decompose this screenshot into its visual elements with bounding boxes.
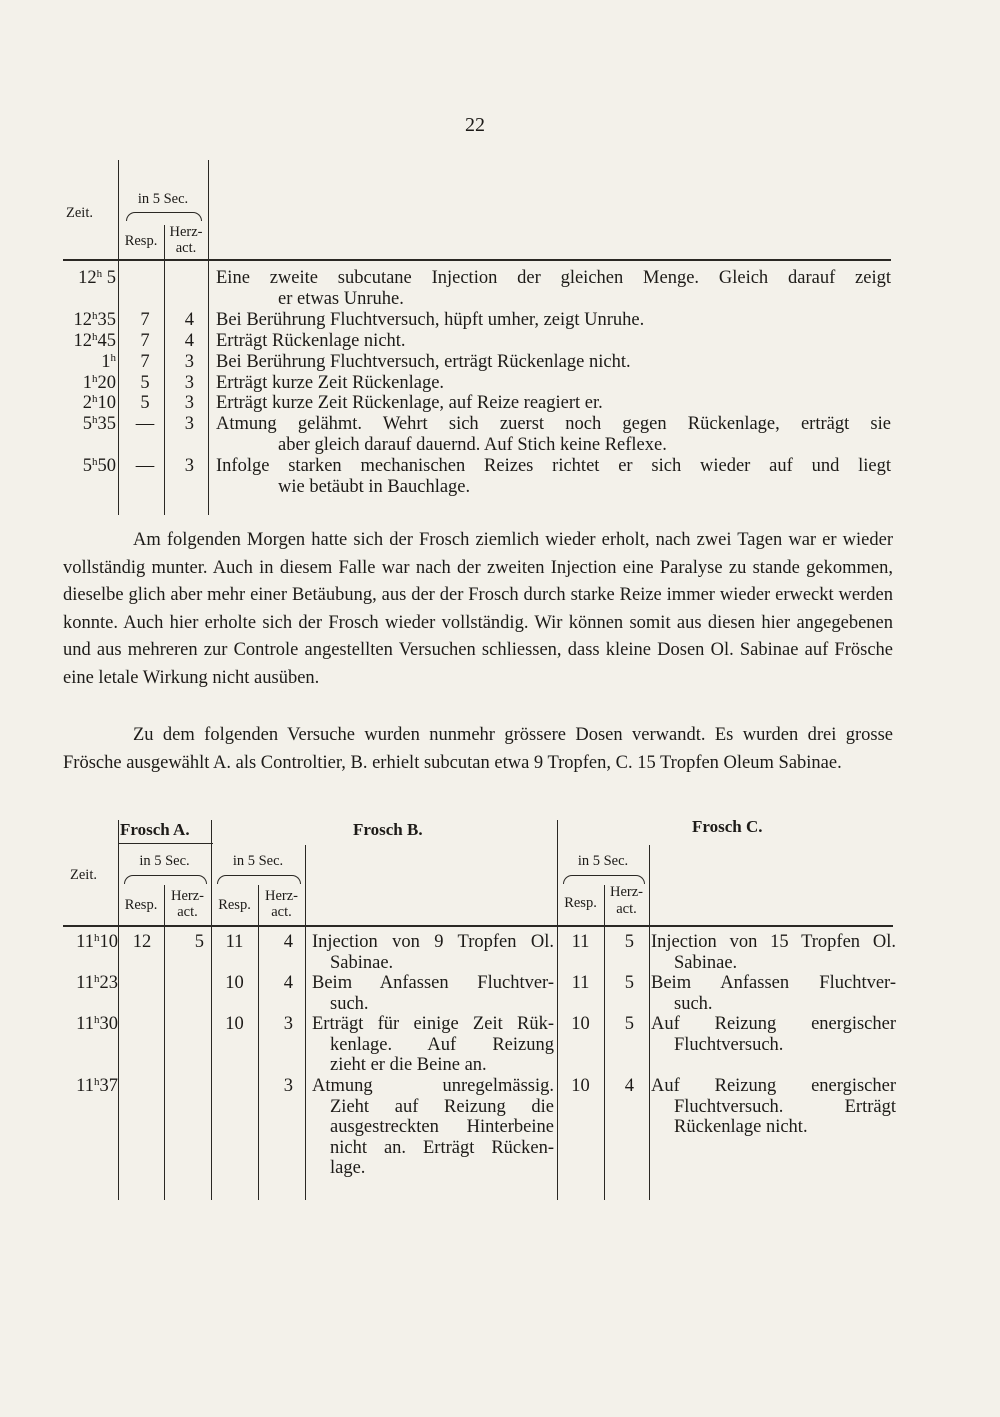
page-number: 22	[465, 114, 485, 136]
herz-value: 4	[184, 330, 194, 351]
time-minutes: 50	[97, 456, 116, 477]
remark-line: Infolge starken mechanischen Reizes richtet er sich wieder auf und liegt	[216, 456, 891, 477]
hour-superscript: h	[94, 1014, 100, 1026]
col-header-resp-a: Resp.	[124, 897, 158, 913]
frosch-c-remark-line: Fluchtversuch.	[674, 1034, 784, 1055]
col-header-resp-b: Resp.	[218, 897, 251, 913]
remark-line: wie betäubt in Bauchlage.	[278, 477, 471, 497]
remark-line: Erträgt Rückenlage nicht.	[216, 330, 406, 351]
frosch-b-herz: 4	[283, 973, 293, 993]
col-header-act: act.	[175, 240, 197, 256]
resp-value: 5	[140, 393, 150, 414]
remark-line: Bei Berührung Fluchtversuch, erträgt Rückenlage nicht.	[216, 351, 631, 372]
frosch-b-remark-line: Sabinae.	[330, 952, 394, 973]
remark-line: Eine zweite subcutane Injection der gleichen Menge. Gleich darauf zeigt	[216, 268, 891, 288]
time-hours: 1	[101, 351, 111, 372]
time-hours: 12	[73, 309, 92, 330]
frosch-c-resp: 11	[571, 932, 590, 952]
frosch-a-herz: 5	[194, 932, 204, 952]
time-cell	[40, 310, 116, 331]
hour-superscript: h	[96, 268, 103, 280]
frosch-c-resp: 11	[571, 973, 590, 993]
frosch-b-resp: 10	[225, 973, 244, 993]
herz-value: 3	[184, 372, 194, 393]
time-minutes: 35	[97, 309, 116, 330]
col-header-zeit: Zeit.	[66, 205, 93, 221]
frosch-a-resp: 12	[132, 932, 152, 952]
remark-line: Bei Berührung Fluchtversuch, hüpft umher, zeigt Unruhe.	[216, 309, 645, 330]
remark-line: Erträgt kurze Zeit Rückenlage.	[216, 372, 445, 393]
hour-superscript: h	[92, 330, 98, 343]
frosch-b-remark-line: Atmung unregelmässig.	[312, 1076, 554, 1096]
col-header-act-b: act.	[271, 904, 292, 920]
frosch-b-remark-line: nicht an. Erträgt Rücken-	[330, 1137, 554, 1158]
time-minutes: 5	[102, 268, 116, 288]
frosch-c-remark-line: Beim Anfassen Fluchtver-	[651, 973, 896, 993]
remark-line: Atmung gelähmt. Wehrt sich zuerst noch gegen Rückenlage, erträgt sie	[216, 414, 891, 435]
resp-value: —	[135, 456, 155, 477]
col-header-in5sec-c: in 5 Sec.	[577, 853, 629, 869]
frosch-c-herz: 5	[624, 932, 634, 952]
hour-superscript: h	[94, 973, 100, 985]
frosch-b-remark-line: Beim Anfassen Fluchtver-	[312, 973, 554, 993]
resp-value: 5	[140, 372, 150, 393]
header-frosch-b: Frosch B.	[353, 820, 423, 839]
time-cell	[40, 973, 118, 994]
header-brace-c	[563, 875, 645, 884]
time-cell	[40, 393, 116, 414]
hour-superscript: h	[94, 932, 100, 944]
col-header-herz: Herz-	[169, 224, 203, 240]
herz-value: 3	[184, 456, 194, 477]
time-hours: 5	[82, 414, 92, 435]
frosch-b-herz: 4	[283, 932, 293, 952]
frosch-c-remark-line: Auf Reizung energischer	[651, 1014, 896, 1034]
paragraph-2: Zu dem folgenden Versuche wurden nunmehr grössere Dosen verwandt. Es wurden drei grosse Frösche ausgewählt A. als Controltier, B. erhielt subcutan etwa 9 Tropfen, C. 15 Tropfen Oleum Sabinae.	[63, 725, 893, 773]
remark-line: Erträgt kurze Zeit Rückenlage, auf Reize reagiert er.	[216, 393, 603, 414]
time-minutes: 37	[99, 1076, 118, 1096]
col-header-resp-c: Resp.	[564, 895, 597, 911]
hour-superscript: h	[92, 414, 98, 427]
resp-value: —	[135, 414, 155, 435]
frosch-b-remark-line: Injection von 9 Tropfen Ol.	[312, 932, 554, 952]
time-cell	[40, 414, 116, 435]
frosch-c-remark-line: Fluchtversuch. Erträgt	[674, 1096, 896, 1117]
time-hours: 5	[82, 456, 92, 477]
col-header-resp: Resp.	[124, 233, 158, 249]
col-header-herz-a: Herz-	[170, 888, 204, 904]
header-brace	[126, 212, 202, 221]
remark-line: aber gleich darauf dauernd. Auf Stich keine Reflexe.	[278, 435, 667, 456]
hour-superscript: h	[94, 1076, 100, 1088]
frosch-b-resp: 11	[225, 932, 244, 952]
col-header-act-a: act.	[177, 904, 198, 920]
frosch-b-remark-line: such.	[330, 993, 369, 1014]
time-hours: 1	[82, 372, 92, 393]
frosch-b-herz: 3	[283, 1014, 293, 1034]
frosch-c-remark-line: Injection von 15 Tropfen Ol.	[651, 932, 896, 952]
header-brace-b	[217, 875, 301, 884]
time-hours: 12	[73, 330, 92, 351]
time-cell	[40, 932, 118, 953]
hour-superscript: h	[92, 456, 98, 469]
col-header-herz-b: Herz-	[264, 888, 298, 904]
time-minutes: 35	[97, 414, 116, 435]
resp-value: 7	[140, 351, 150, 372]
frosch-b-remark-line: Erträgt für einige Zeit Rük-	[312, 1014, 554, 1034]
frosch-c-remark-line: Auf Reizung energischer	[651, 1076, 896, 1096]
paragraph-1: Am folgenden Morgen hatte sich der Frosch ziemlich wieder erholt, nach zwei Tagen war er wieder vollständig munter. Auch in diesem Falle war nach der zweiten Injection eine Paralyse zu stande gekommen, dieselbe glich aber mehr einer Betäubung, aus der der Frosch durch starke Reize immer wieder erweckt werden konnte. Auch hier erholte sich der Frosch wieder vollständig. Wir können somit aus diesen hier angegebenen und aus mehreren zur Controle angestellten Versuchen schliessen, dass kleine Dosen Ol. Sabinae auf Frösche eine letale Wirkung nicht ausüben.	[63, 530, 893, 688]
time-minutes: 20	[97, 372, 116, 393]
col-header-act-c: act.	[616, 901, 637, 917]
herz-value: 3	[184, 351, 194, 372]
time-hours: 11	[76, 932, 94, 952]
remark-line: er etwas Unruhe.	[278, 288, 404, 309]
resp-value: 7	[140, 309, 150, 330]
frosch-c-herz: 4	[624, 1076, 634, 1096]
frosch-b-remark-line: kenlage. Auf Reizung	[330, 1034, 554, 1055]
time-cell	[40, 352, 116, 373]
frosch-b-resp: 10	[225, 1014, 244, 1034]
hour-superscript: h	[92, 393, 98, 406]
frosch-c-remark-line: such.	[674, 993, 713, 1014]
time-cell	[40, 1014, 118, 1035]
col-header-in5sec: in 5 Sec.	[137, 191, 189, 207]
frosch-c-herz: 5	[624, 1014, 634, 1034]
time-hours: 2	[82, 393, 92, 414]
frosch-c-remark-line: Sabinae.	[674, 952, 738, 973]
time-hours: 11	[76, 1014, 94, 1034]
time-cell	[40, 1076, 118, 1097]
header-frosch-a: Frosch A.	[120, 820, 190, 839]
time-minutes: 23	[99, 973, 118, 993]
herz-value: 3	[184, 393, 194, 414]
hour-superscript: h	[92, 309, 98, 322]
header-frosch-c: Frosch C.	[692, 817, 763, 836]
herz-value: 4	[184, 309, 194, 330]
col-header-in5sec-a: in 5 Sec.	[139, 853, 190, 869]
hour-superscript: h	[92, 372, 98, 385]
time-cell	[40, 268, 116, 289]
frosch-c-remark-line: Rückenlage nicht.	[674, 1117, 808, 1137]
frosch-b-remark-line: zieht er die Beine an.	[330, 1055, 487, 1075]
header-brace-a	[124, 875, 207, 884]
frosch-b-remark-line: Zieht auf Reizung die	[330, 1096, 554, 1117]
frosch-b-remark-line: lage.	[330, 1158, 366, 1178]
frosch-c-resp: 10	[571, 1076, 590, 1096]
time-hours: 11	[76, 973, 94, 993]
frosch-b-herz: 3	[283, 1076, 293, 1096]
frosch-c-herz: 5	[624, 973, 634, 993]
frosch-c-resp: 10	[571, 1014, 590, 1034]
time-minutes: 10	[99, 932, 118, 952]
herz-value: 3	[184, 414, 194, 435]
time-minutes: 10	[97, 393, 116, 414]
col-header-herz-c: Herz-	[609, 884, 643, 900]
time-minutes: 30	[99, 1014, 118, 1034]
time-hours: 12	[78, 268, 97, 288]
hour-superscript: h	[110, 351, 116, 364]
time-cell	[40, 331, 116, 352]
time-cell	[40, 456, 116, 477]
col-header-zeit: Zeit.	[70, 867, 97, 883]
time-cell	[40, 373, 116, 394]
col-header-in5sec-b: in 5 Sec.	[232, 853, 284, 869]
resp-value: 7	[140, 330, 150, 351]
frosch-b-remark-line: ausgestreckten Hinterbeine	[330, 1117, 554, 1137]
time-hours: 11	[76, 1076, 94, 1096]
time-minutes: 45	[97, 330, 116, 351]
